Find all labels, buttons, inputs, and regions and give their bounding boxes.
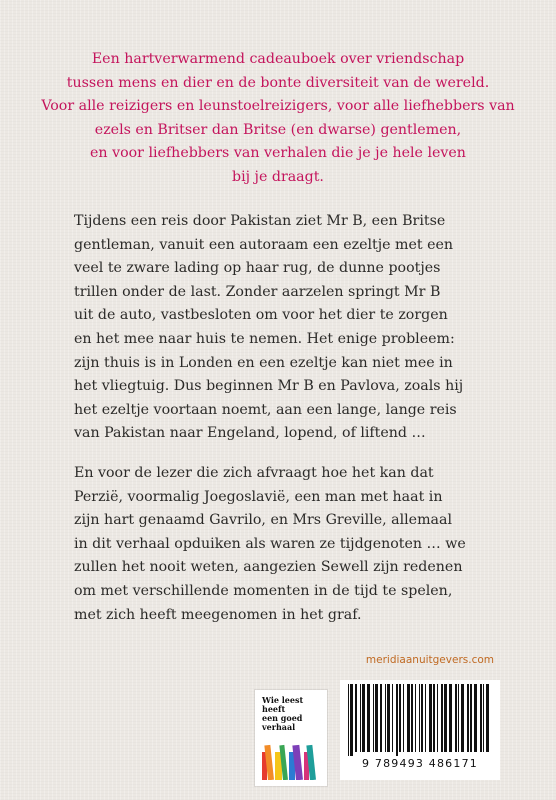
isbn-number: 9 789493 486171 [362, 757, 478, 770]
barcode-bar [483, 684, 484, 752]
barcode-bar [392, 684, 393, 752]
books-icon [261, 736, 321, 780]
text-line: En voor de lezer die zich afvraagt hoe het kan dat [74, 465, 434, 481]
text-line: trillen onder de last. Zonder aarzelen springt Mr B [74, 283, 441, 300]
text-line: van Pakistan naar Engeland, lopend, of liftend … [74, 425, 426, 442]
barcode-bar [461, 684, 464, 752]
text-line: gentleman, vanuit een autoraam een ezeltje met een [74, 236, 453, 253]
barcode-bar [455, 684, 457, 752]
text-line: om met verschillende momenten in de tijd te spelen, [74, 582, 453, 599]
barcode-bar [375, 684, 378, 752]
logo-line: een goed [262, 713, 303, 723]
barcode-bar [470, 684, 472, 752]
barcode-bar [449, 684, 452, 752]
synopsis-paragraph [74, 210, 514, 446]
barcode-bar [362, 684, 365, 752]
text-line: het ezeltje voortaan noemt, aan een lange, lange reis [74, 401, 457, 418]
barcode-bar [385, 684, 386, 752]
barcode-bar [367, 684, 370, 752]
text-line: zullen het nooit weten, aangezien Sewell zijn redenen [74, 559, 463, 576]
tagline-line: Voor alle reizigers en leunstoelreizigers, voor alle liefhebbers van [41, 98, 515, 115]
barcode-bar [425, 684, 426, 752]
tagline-line: Een hartverwarmend cadeauboek over vriendschap [91, 51, 465, 67]
text-line: uit de auto, vastbesloten om voor het dier te zorgen [74, 307, 448, 324]
text-line: zijn hart genaamd Gavrilo, en Mrs Greville, allemaal [74, 512, 452, 529]
barcode-bar [458, 684, 459, 752]
barcode-bar [437, 684, 438, 752]
tagline-line: ezels en Britser dan Britse (en dwarse) gentlemen, [94, 121, 462, 138]
barcode-bar [407, 684, 410, 752]
logo-line: verhaal [262, 722, 296, 732]
barcode-bar [348, 684, 349, 756]
text-line: het vliegtuig. Dus beginnen Mr B en Pavlova, zoals hij [74, 378, 464, 395]
text-line: met zich heeft meegenomen in het graf. [74, 606, 362, 623]
tagline-line: en voor liefhebbers van verhalen die je je hele leven [90, 145, 466, 162]
barcode-bar [399, 684, 401, 752]
text-line: veel te zware lading op haar rug, de dunne pootjes [74, 260, 441, 277]
barcode-bar [415, 684, 416, 752]
text-line: Tijdens een reis door Pakistan ziet Mr B, een Britse [74, 213, 446, 229]
barcode-bar [480, 684, 482, 752]
barcode-bar [474, 684, 477, 752]
barcode-bar [373, 684, 374, 752]
text-line: zijn thuis is in Londen en een ezeltje kan niet mee in [74, 354, 453, 371]
isbn-barcode [340, 680, 500, 780]
logo-text [262, 696, 322, 732]
reading-campaign-logo [255, 690, 327, 786]
closing-paragraph [74, 462, 514, 627]
barcode-bar [360, 684, 361, 752]
barcode-bar [441, 684, 443, 752]
text-line: en het mee naar huis te nemen. Het enige probleem: [74, 330, 455, 347]
text-line: Perzië, voormalig Joegoslavië, een man met haat in [74, 488, 443, 505]
tagline-block [40, 48, 516, 190]
publisher-website: meridiaanuitgevers.com [365, 654, 494, 666]
barcode-bar [467, 684, 469, 752]
barcode-icon [340, 680, 500, 758]
barcode-bar [411, 684, 413, 752]
barcode-bar [486, 684, 489, 752]
barcode-bar [444, 684, 447, 752]
barcode-bar [355, 684, 357, 752]
barcode-bar [403, 684, 404, 752]
barcode-bar [350, 684, 353, 756]
barcode-bar [380, 684, 382, 752]
barcode-bar [396, 684, 398, 756]
text-line: in dit verhaal opduiken als waren ze tijdgenoten … we [74, 535, 466, 552]
barcode-bar [421, 684, 423, 752]
barcode-bar [433, 684, 435, 752]
logo-line: Wie leest [262, 695, 304, 705]
tagline-line: bij je draagt. [232, 168, 324, 185]
barcode-bar [387, 684, 390, 752]
barcode-bar [419, 684, 420, 752]
barcode-bar [429, 684, 432, 752]
tagline-line: tussen mens en dier en de bonte diversiteit van de wereld. [66, 74, 490, 91]
logo-line: heeft [262, 704, 286, 714]
